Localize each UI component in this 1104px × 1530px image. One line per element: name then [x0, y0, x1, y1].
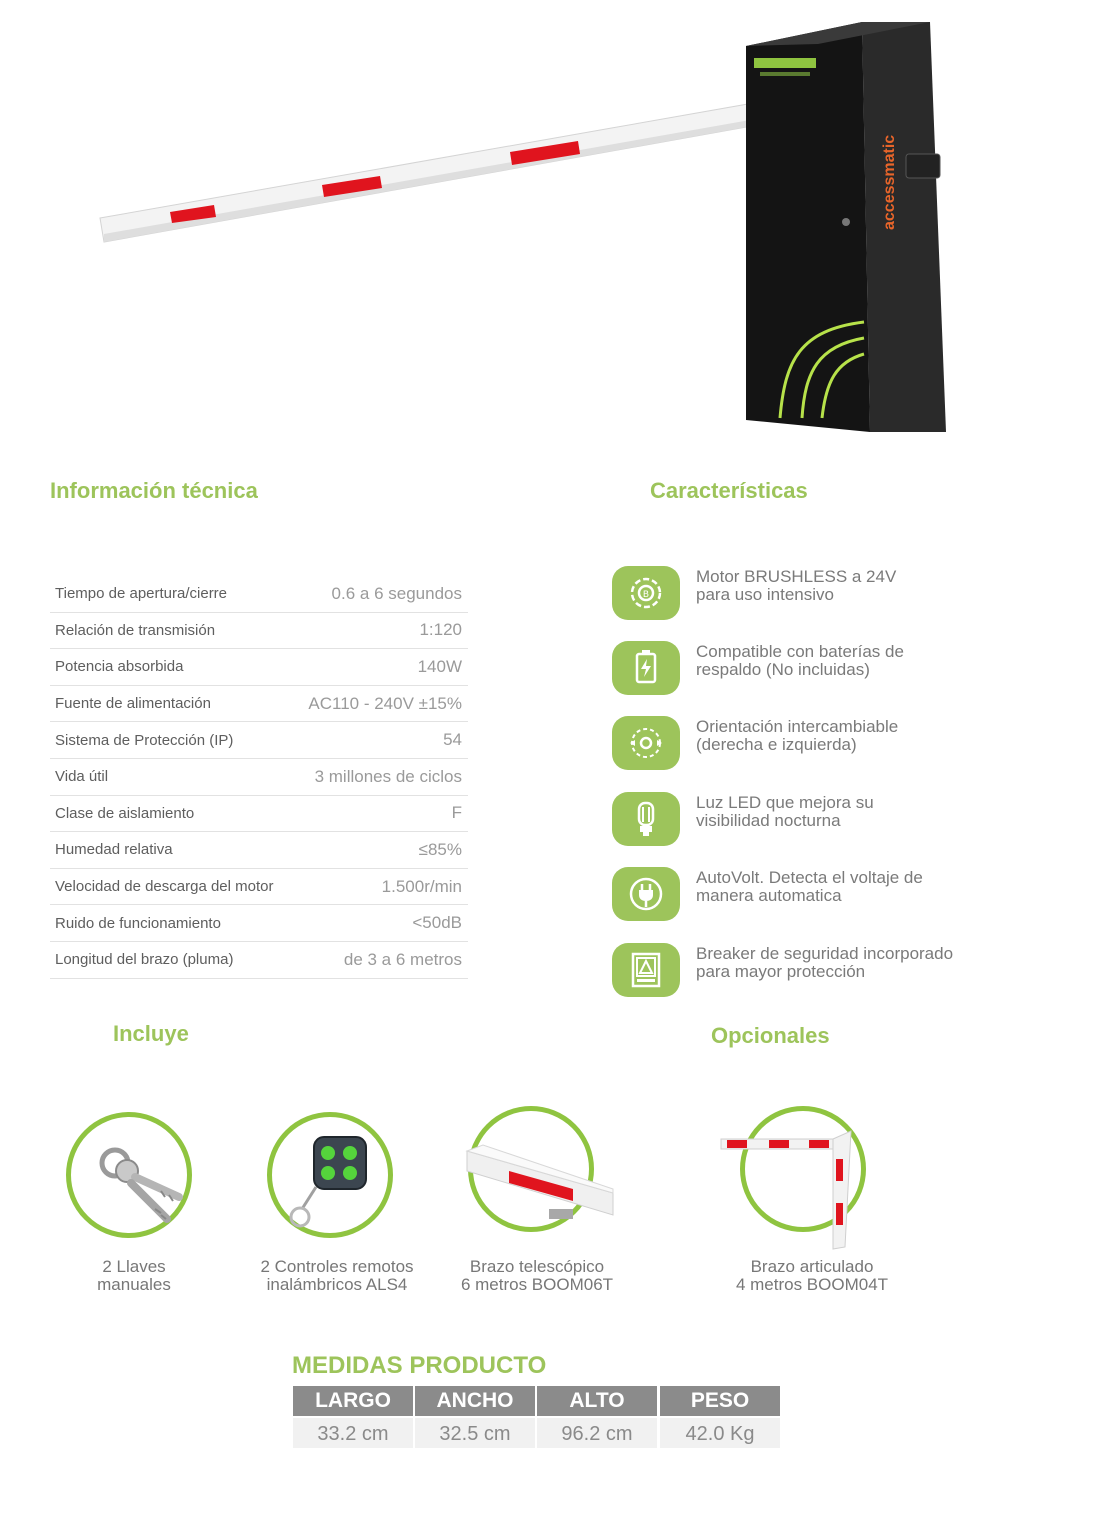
- boom-arm: [100, 104, 752, 242]
- plug-icon: [612, 867, 680, 921]
- feature-item: [612, 792, 1072, 848]
- spec-label: Vida útil: [55, 768, 109, 786]
- barrier-cabinet: [746, 22, 946, 432]
- spec-label: Clase de aislamiento: [55, 804, 195, 822]
- spec-row: [50, 686, 468, 723]
- measure-value: 33.2 cm: [293, 1418, 413, 1448]
- spec-row: [50, 576, 468, 613]
- spec-table: [50, 576, 468, 979]
- spec-label: Tiempo de apertura/cierre: [55, 585, 228, 603]
- measure-header: ALTO: [537, 1386, 657, 1416]
- item-caption: Brazo articulado 4 metros BOOM04T: [735, 1257, 889, 1294]
- feature-item: [612, 566, 1072, 622]
- item-caption: Brazo telescópico 6 metros BOOM06T: [460, 1257, 614, 1294]
- spec-value: 54: [443, 730, 462, 750]
- spec-label: Fuente de alimentación: [55, 695, 211, 713]
- spec-row: [50, 722, 468, 759]
- includes-title: Incluye: [113, 1021, 189, 1046]
- feature-text: Luz LED que mejora su visibilidad nocturna: [696, 793, 874, 830]
- feature-item: [612, 641, 1072, 697]
- battery-icon: [612, 641, 680, 695]
- spec-row: [50, 759, 468, 796]
- spec-label: Relación de transmisión: [55, 621, 216, 639]
- spec-label: Humedad relativa: [55, 841, 173, 859]
- articulated-arm-icon: [740, 1106, 866, 1232]
- spec-label: Potencia absorbida: [55, 658, 184, 676]
- measure-value: 96.2 cm: [537, 1418, 657, 1448]
- spec-value: 1.500r/min: [381, 876, 462, 896]
- features-title: Características: [650, 478, 808, 503]
- spec-label: Ruido de funcionamiento: [55, 914, 221, 932]
- spec-row: [50, 869, 468, 906]
- optional-title: Opcionales: [711, 1023, 830, 1048]
- keys-icon: [66, 1112, 192, 1238]
- tech-info-title: Información técnica: [50, 478, 258, 503]
- brand-logo: accessmatic: [881, 134, 898, 230]
- barrier-gate-product-image: [0, 0, 1104, 470]
- breaker-icon: [612, 943, 680, 997]
- orientation-icon: [612, 716, 680, 770]
- measure-value: 32.5 cm: [415, 1418, 535, 1448]
- led-bulb-icon: [612, 792, 680, 846]
- telescopic-arm-icon: [468, 1106, 594, 1232]
- spec-value: de 3 a 6 metros: [343, 949, 462, 969]
- svg-text:B: B: [642, 590, 650, 600]
- spec-label: Velocidad de descarga del motor: [55, 878, 274, 896]
- measures-title: MEDIDAS PRODUCTO: [292, 1352, 547, 1379]
- motor-icon: [612, 566, 680, 620]
- measure-header: ANCHO: [415, 1386, 535, 1416]
- remote-control-icon: [267, 1112, 393, 1238]
- item-caption: 2 Controles remotos inalámbricos ALS4: [260, 1257, 414, 1294]
- feature-text: Motor BRUSHLESS a 24V para uso intensivo: [696, 567, 897, 604]
- spec-value: AC110 - 240V ±15%: [308, 693, 462, 713]
- feature-text: Breaker de seguridad incorporado para mayor protección: [696, 944, 954, 981]
- feature-item: [612, 943, 1072, 999]
- spec-row: [50, 796, 468, 833]
- spec-row: [50, 942, 468, 979]
- spec-value: ≤85%: [418, 839, 462, 859]
- spec-value: F: [451, 803, 462, 823]
- feature-text: Compatible con baterías de respaldo (No incluidas): [696, 642, 904, 679]
- spec-label: Longitud del brazo (pluma): [55, 951, 234, 969]
- spec-value: <50dB: [412, 913, 462, 933]
- feature-text: AutoVolt. Detecta el voltaje de manera automatica: [696, 868, 923, 905]
- spec-row: [50, 613, 468, 650]
- feature-item: [612, 867, 1072, 923]
- spec-row: [50, 649, 468, 686]
- spec-value: 1:120: [419, 620, 462, 640]
- spec-row: [50, 832, 468, 869]
- measure-value: 42.0 Kg: [660, 1418, 780, 1448]
- feature-item: [612, 716, 1072, 772]
- measure-header: PESO: [660, 1386, 780, 1416]
- spec-value: 0.6 a 6 segundos: [331, 583, 462, 603]
- item-caption: 2 Llaves manuales: [97, 1257, 171, 1294]
- feature-text: Orientación intercambiable (derecha e izquierda): [696, 717, 899, 754]
- spec-label: Sistema de Protección (IP): [55, 731, 234, 749]
- spec-row: [50, 905, 468, 942]
- measure-header: LARGO: [293, 1386, 413, 1416]
- spec-value: 3 millones de ciclos: [314, 766, 462, 786]
- spec-value: 140W: [417, 656, 462, 676]
